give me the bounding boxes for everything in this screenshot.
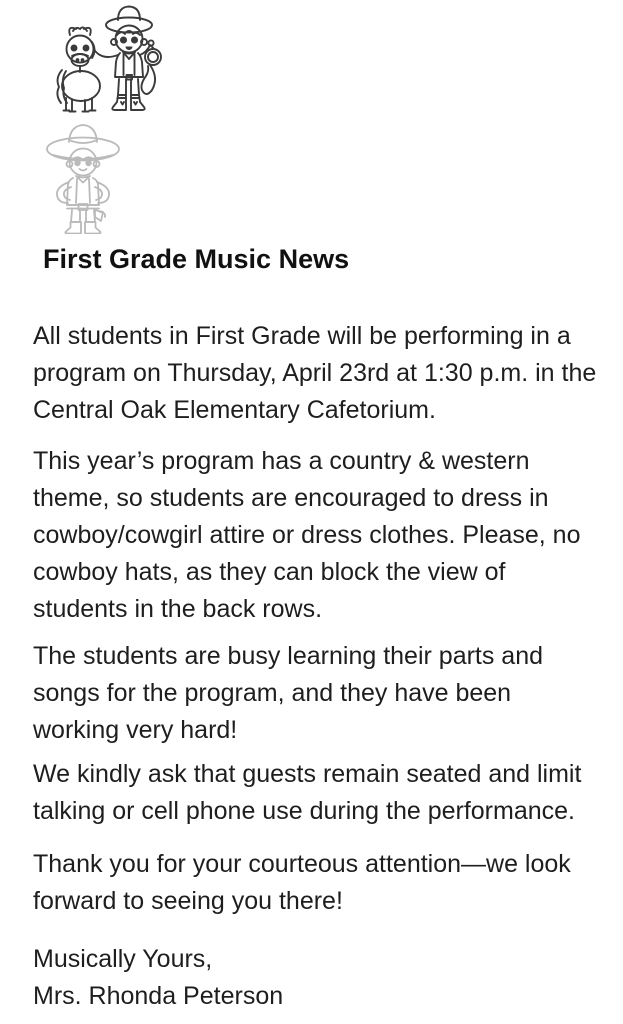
text-line: Thank you for your courteous attention—we look <box>33 850 571 878</box>
text-line: All students in First Grade will be performing in a <box>33 322 571 350</box>
cowboy-kid-icon <box>35 121 131 234</box>
text-line: forward to seeing you there! <box>33 887 343 915</box>
paragraph-etiquette <box>33 756 581 830</box>
paragraph-thanks <box>33 846 571 920</box>
text-line: students in the back rows. <box>33 595 323 623</box>
signature-block <box>33 941 283 1015</box>
cowboy-kid-clipart <box>35 121 131 234</box>
cowgirl-with-pony-clipart <box>52 4 168 117</box>
text-line: cowboy hats, as they can block the view of <box>33 558 506 586</box>
signature-closing: Musically Yours, <box>33 945 213 973</box>
text-line: Central Oak Elementary Cafetorium. <box>33 396 436 424</box>
paragraph-preparation <box>33 638 543 749</box>
paragraph-performance-details <box>33 318 596 429</box>
paragraph-dress-code <box>33 443 580 628</box>
text-line: We kindly ask that guests remain seated and limit <box>33 760 582 788</box>
text-line: This year’s program has a country & western <box>33 447 530 475</box>
text-line: talking or cell phone use during the performance. <box>33 797 575 825</box>
text-line: theme, so students are encouraged to dress in <box>33 484 549 512</box>
page-title: First Grade Music News <box>43 244 350 274</box>
text-line: working very hard! <box>33 716 238 744</box>
text-line: program on Thursday, April 23rd at 1:30 p.m. in the <box>33 359 597 387</box>
text-line: The students are busy learning their parts and <box>33 642 544 670</box>
cowgirl-pony-icon <box>52 4 168 117</box>
text-line: cowboy/cowgirl attire or dress clothes. Please, no <box>33 521 581 549</box>
signature-name: Mrs. Rhonda Peterson <box>33 982 284 1010</box>
text-line: songs for the program, and they have been <box>33 679 512 707</box>
